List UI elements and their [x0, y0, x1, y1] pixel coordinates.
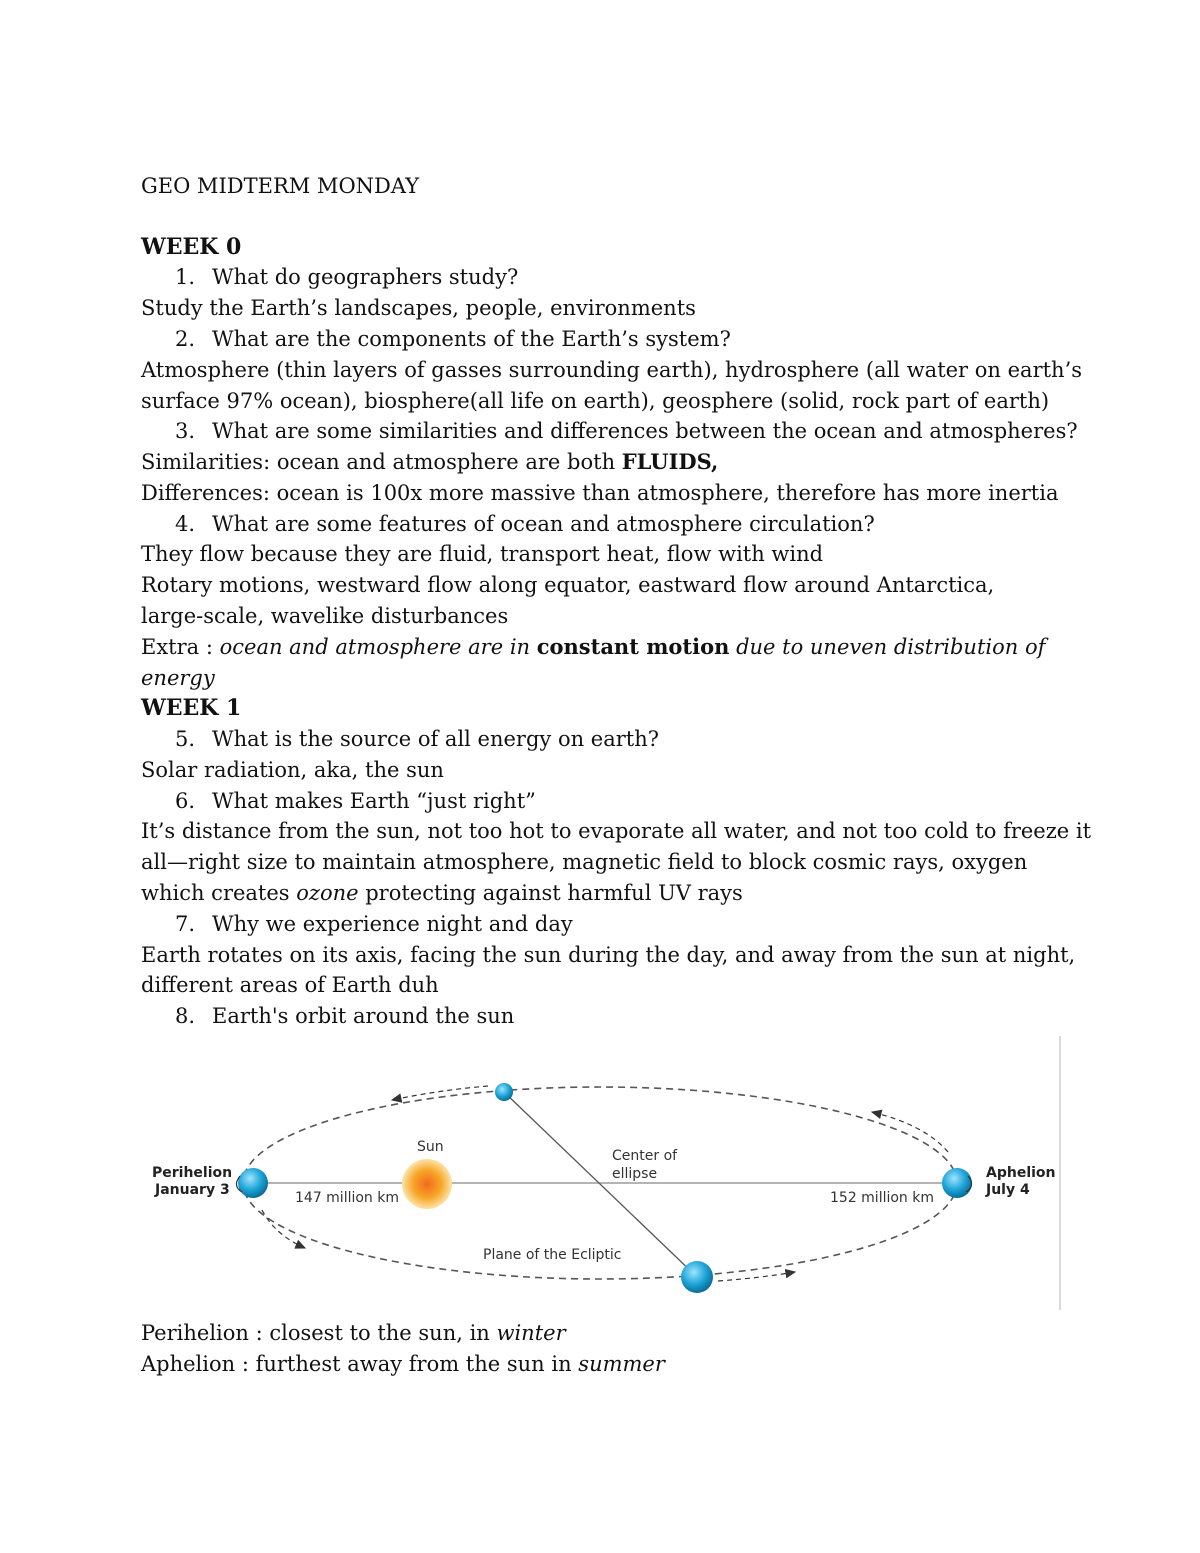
orbit-direction-arrow-bottom — [718, 1272, 795, 1281]
question-text: What is the source of all energy on earth? — [212, 727, 659, 751]
answer-5: Solar radiation, aka, the sun — [141, 758, 444, 782]
answer-6-line-2: all—right size to maintain atmosphere, magnetic field to block cosmic rays, oxygen — [141, 850, 1028, 874]
question-number: 2. — [175, 327, 196, 351]
aphelion-definition-text: Aphelion : furthest away from the sun in — [141, 1352, 579, 1376]
question-text: What are some similarities and differences between the ocean and atmospheres? — [212, 419, 1078, 443]
question-text: Earth's orbit around the sun — [212, 1004, 515, 1028]
answer-6-line-1: It’s distance from the sun, not too hot to evaporate all water, and not too cold to freeze it — [141, 819, 1092, 843]
summer-emphasis: summer — [578, 1352, 665, 1376]
answer-6-suffix: protecting against harmful UV rays — [358, 881, 743, 905]
question-text: What are some features of ocean and atmosphere circulation? — [212, 512, 875, 536]
question-text: What are the components of the Earth’s system? — [212, 327, 731, 351]
question-number: 7. — [175, 912, 196, 936]
answer-1: Study the Earth’s landscapes, people, environments — [141, 296, 696, 320]
constant-motion-emphasis: constant motion — [536, 634, 730, 659]
answer-7-line-1: Earth rotates on its axis, facing the sun during the day, and away from the sun at night, — [141, 943, 1076, 967]
question-number: 4. — [175, 512, 196, 536]
sun-label: Sun — [417, 1139, 444, 1155]
perihelion-date-label: January 3 — [155, 1182, 230, 1198]
extra-italic-2: due to uneven distribution of — [729, 635, 1046, 659]
week-0-heading: WEEK 0 — [141, 234, 242, 260]
ozone-emphasis: ozone — [296, 881, 359, 905]
similarities-text: Similarities: ocean and atmosphere are both — [141, 450, 622, 474]
answer-3-differences: Differences: ocean is 100x more massive than atmosphere, therefore has more inertia — [141, 481, 1059, 505]
perihelion-definition-text: Perihelion : closest to the sun, in — [141, 1321, 497, 1345]
sun-icon — [402, 1159, 452, 1209]
aphelion-date-label: July 4 — [986, 1182, 1030, 1198]
week-1-heading: WEEK 1 — [141, 695, 242, 721]
question-number: 3. — [175, 419, 196, 443]
extra-label: Extra : — [141, 635, 220, 659]
perihelion-label: Perihelion — [152, 1165, 233, 1181]
center-label-line-2: ellipse — [612, 1166, 658, 1182]
question-text: Why we experience night and day — [212, 912, 573, 936]
question-number: 1. — [175, 265, 196, 289]
winter-emphasis: winter — [496, 1321, 566, 1345]
answer-6-prefix: which creates — [141, 881, 297, 905]
perihelion-definition — [141, 1318, 566, 1348]
question-number: 6. — [175, 789, 196, 813]
aphelion-label: Aphelion — [986, 1165, 1056, 1181]
earth-top-icon — [495, 1083, 513, 1101]
earth-perihelion-icon — [236, 1168, 268, 1198]
answer-4-line-2: Rotary motions, westward flow along equator, eastward flow around Antarctica, — [141, 573, 995, 597]
question-text: What do geographers study? — [212, 265, 519, 289]
extra-italic-3: energy — [141, 666, 215, 690]
orbit-direction-arrow-left — [262, 1210, 305, 1248]
question-number: 8. — [175, 1004, 196, 1028]
document-title: GEO MIDTERM MONDAY — [141, 174, 420, 198]
answer-4-line-3: large-scale, wavelike disturbances — [141, 604, 509, 628]
perihelion-distance-label: 147 million km — [295, 1190, 400, 1206]
earth-bottom-icon — [681, 1261, 713, 1293]
orbit-direction-arrow-right — [872, 1112, 948, 1152]
question-number: 5. — [175, 727, 196, 751]
earth-aphelion-icon — [942, 1168, 972, 1198]
answer-4-line-1: They flow because they are fluid, transport heat, flow with wind — [141, 542, 824, 566]
plane-of-ecliptic-label: Plane of the Ecliptic — [483, 1247, 622, 1263]
fluids-emphasis: FLUIDS, — [621, 449, 719, 474]
answer-7-line-2: different areas of Earth duh — [141, 973, 439, 997]
aphelion-distance-label: 152 million km — [830, 1190, 935, 1206]
aphelion-definition — [141, 1349, 665, 1379]
center-label-line-1: Center of — [612, 1148, 678, 1164]
answer-2-line-2: surface 97% ocean), biosphere(all life on earth), geosphere (solid, rock part of earth) — [141, 389, 1050, 413]
question-text: What makes Earth “just right” — [212, 789, 536, 813]
answer-2-line-1: Atmosphere (thin layers of gasses surrounding earth), hydrosphere (all water on earth’s — [141, 358, 1083, 382]
extra-italic-1: ocean and atmosphere are in — [219, 635, 537, 659]
